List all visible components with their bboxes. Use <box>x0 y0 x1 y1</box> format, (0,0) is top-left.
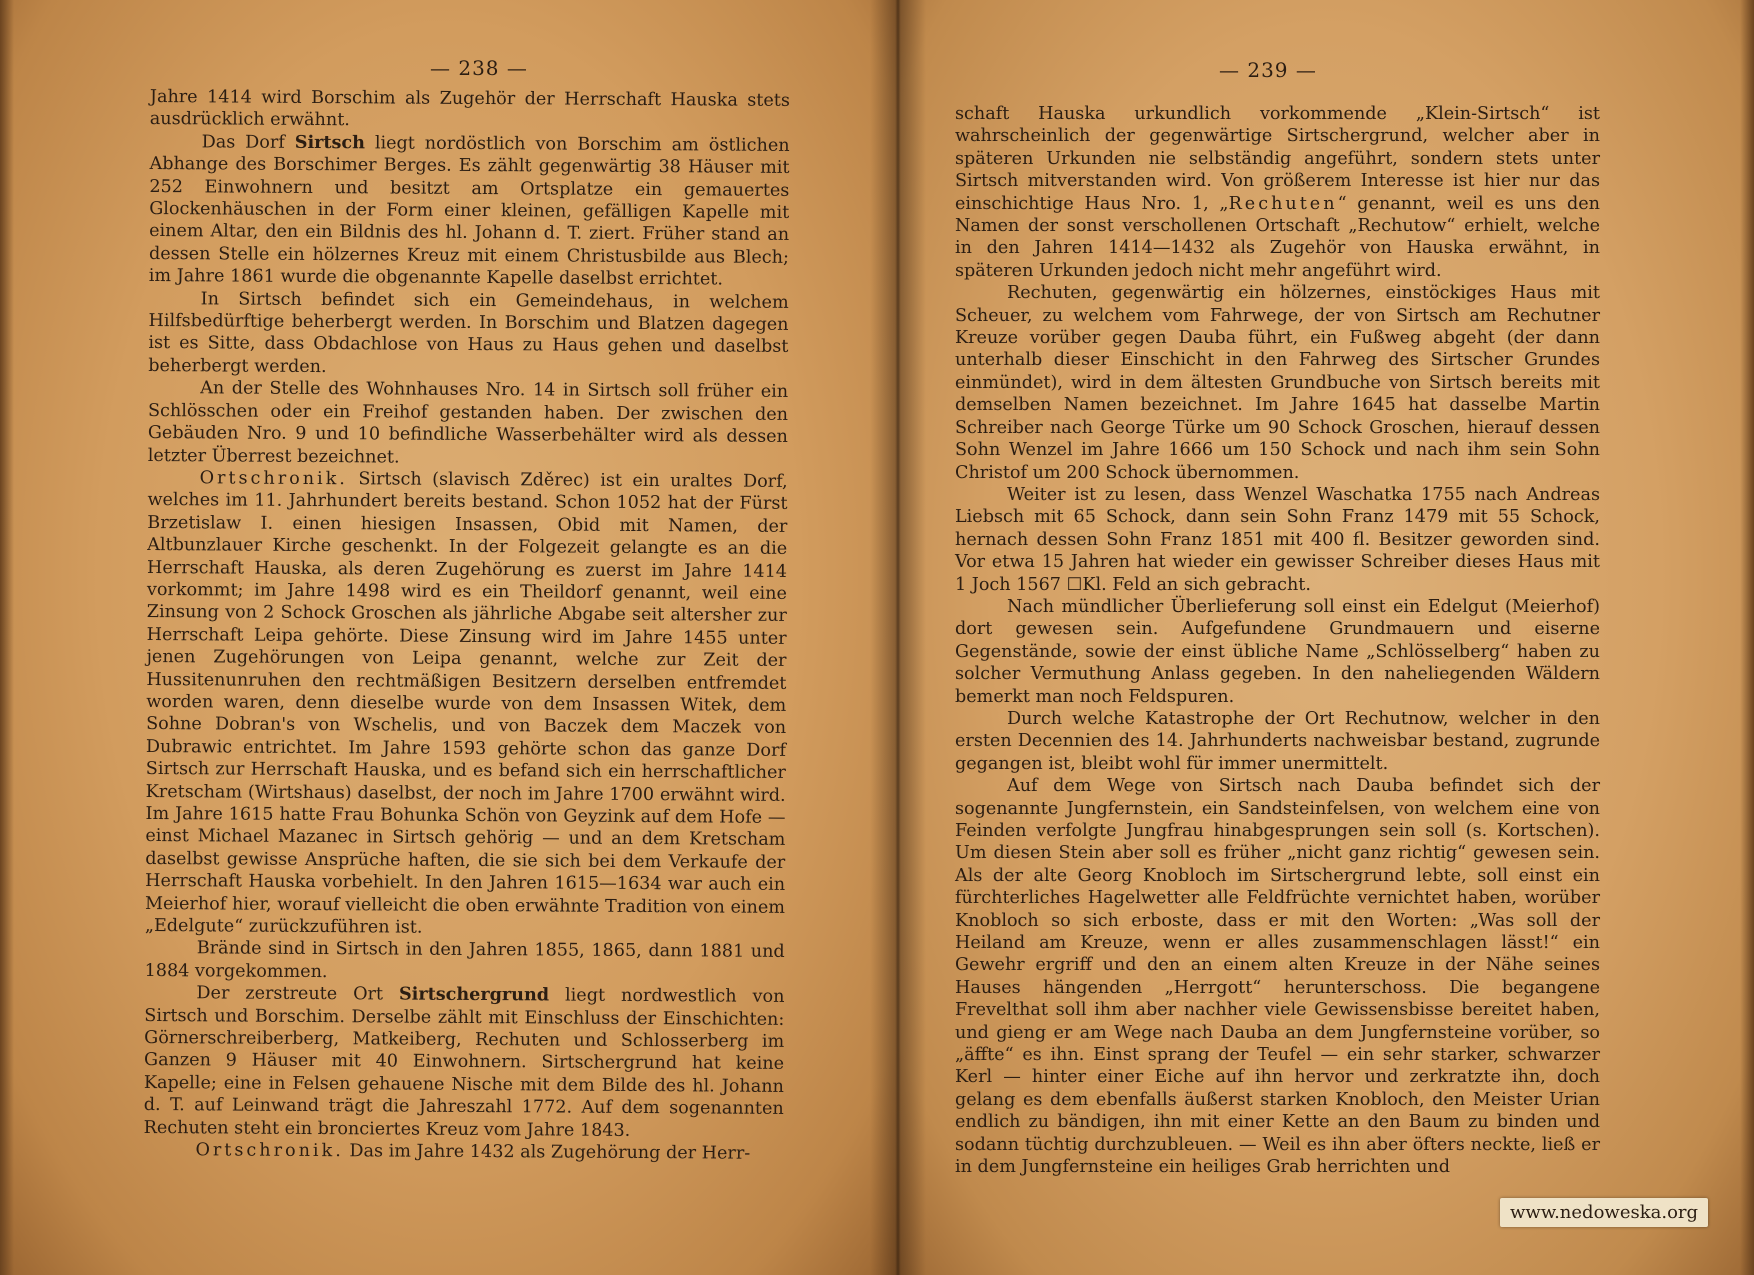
paragraph: Weiter ist zu lesen, dass Wenzel Waschatka 1755 nach Andreas Liebsch mit 65 Schock, dann sein Sohn Franz 1479 mit 55 Schock, hernach dessen Sohn Franz 1851 mit 400 fl. Besitzer geworden sind. Vor etwa 15 Jahren hat wieder ein gewisser Schreiber dieses Haus mit 1 Joch 1567 ☐Kl. Feld an sich gebracht. <box>955 484 1600 595</box>
paragraph: Ortschronik. Sirtsch (slavisch Zděrec) ist ein uraltes Dorf, welches im 11. Jahrhundert bereits bestand. Schon 1052 hat der Fürst Brzetislaw I. einen hiesigen Insassen, Obid mit Namen, der Altbunzlauer Kirche geschenkt. In der Folgezeit gelangte es an die Herrschaft Hauska, als deren Zugehörung es zuerst im Jahre 1414 vorkommt; im Jahre 1498 wird es ein Theildorf genannt, weil eine Zinsung von 2 Schock Groschen als jährliche Abgabe seit altersher zur Herrschaft Leipa gehörte. Diese Zinsung wird im Jahre 1455 unter jenen Zugehörungen von Leipa genannt, welche zur Zeit der Hussitenunruhen den rechtmäßigen Besitzern derselben entfremdet worden waren, denn dieselbe wurde von dem Insassen Witek, dem Sohne Dobran's von Wschelis, und von Baczek dem Maczek von Dubrawic entrichtet. Im Jahre 1593 gehörte schon das ganze Dorf Sirtsch zur Herrschaft Hauska, und es befand sich ein herrschaftlicher Kretscham (Wirtshaus) daselbst, der noch im Jahre 1700 erwähnt wird. Im Jahre 1615 hatte Frau Bohunka Schön von Geyzink auf dem Hofe — einst Michael Mazanec in Sirtsch gehörig — und an dem Kretscham daselbst gewisse Ansprüche haften, die sie sich bei dem Verkaufe der Herrschaft Hauska vorbehielt. In den Jahren 1615—1634 war auch ein Meierhof hier, worauf vielleicht die oben erwähnte Tradition von einem „Edelgute“ zurückzuführen ist. <box>144 468 788 938</box>
section-label: Ortschronik. <box>195 1140 344 1162</box>
paragraph: Durch welche Katastrophe der Ort Rechutnow, welcher in den ersten Decennien des 14. Jahrhunderts nachweisbar bestand, zugrunde gegangen ist, bleibt wohl für immer unermittelt. <box>955 708 1600 774</box>
watermark-label: www.nedoweska.org <box>1500 1198 1708 1227</box>
right-page <box>897 0 1754 1275</box>
section-label: Ortschronik. <box>199 468 349 490</box>
paragraph: Rechuten, gegenwärtig ein hölzernes, einstöckiges Haus mit Scheuer, zu welchem vom Fahrwege, der von Sirtsch am Rechutner Kreuze vorüber gegen Dauba führt, ein Fußweg abgeht (der dann unterhalb dieser Einschicht in den Fahrweg des Sirtscher Grundes einmündet), wird in dem ältesten Grundbuche von Sirtsch bereits mit demselben Namen bezeichnet. Im Jahre 1645 hat dasselbe Martin Schreiber nach George Türke um 90 Schock Groschen, hierauf dessen Sohn Wenzel im Jahre 1666 um 150 Schock und nach ihm sein Sohn Christof um 200 Schock übernommen. <box>955 283 1600 483</box>
page-number: — 238 — <box>430 56 528 80</box>
paragraph: Jahre 1414 wird Borschim als Zugehör der Herrschaft Hauska stets ausdrücklich erwähnt. <box>149 86 790 131</box>
place-name: Sirtsch <box>294 131 366 154</box>
left-page-text <box>143 86 790 1165</box>
paragraph: In Sirtsch befindet sich ein Gemeindehaus, in welchem Hilfsbedürftige beherbergt werden. In Borschim und Blatzen dagegen ist es Sitte, dass Obdachlose von Haus zu Haus gehen und daselbst beherbergt werden. <box>148 288 789 377</box>
paragraph: Brände sind in Sirtsch in den Jahren 1855, 1865, dann 1881 und 1884 vorgekommen. <box>144 938 785 982</box>
place-name: Rechuten <box>1228 193 1338 214</box>
paragraph: An der Stelle des Wohnhauses Nro. 14 in Sirtsch soll früher ein Schlösschen oder ein Freihof gestanden haben. Der zwischen den Gebäuden Nro. 9 und 10 befindliche Wasserbehälter wird als dessen letzter Überrest bezeichnet. <box>147 378 789 468</box>
paragraph: schaft Hauska urkundlich vorkommende „Klein-Sirtsch“ ist wahrscheinlich der gegenwärtige Sirtschergrund, welcher aber in späteren Urkunden nie selbständig angeführt, sondern stets unter Sirtsch mitverstanden wird. Von größerem Interesse ist hier nur das einschichtige Haus Nro. 1, „Rechuten“ genannt, weil es uns den Namen der sonst verschollenen Ortschaft „Rechutow“ erhielt, welche in den Jahren 1414—1432 als Zugehör von Hauska erwähnt, in späteren Urkunden jedoch nicht mehr angeführt wird. <box>955 104 1601 281</box>
paragraph: Nach mündlicher Überlieferung soll einst ein Edelgut (Meierhof) dort gewesen sein. Aufgefundene Grundmauern und eiserne Gegenstände, sowie der einst übliche Name „Schlösselberg“ haben zu solcher Vermuthung Anlass gegeben. In den naheliegenden Wäldern bemerkt man noch Feldspuren. <box>955 596 1600 707</box>
page-edge-shadow <box>1740 0 1754 1275</box>
paragraph: Der zerstreute Ort Sirtschergrund liegt nordwestlich von Sirtsch und Borschim. Derselbe zählt mit Einschluss der Einschichten: Görnerschreiberberg, Matkeiberg, Rechuten und Schlosserberg im Ganzen 9 Häuser mit 40 Einwohnern. Sirtschergrund hat keine Kapelle; eine in Felsen gehauene Nische mit dem Bilde des hl. Johann d. T. auf Leinwand trägt die Jahreszahl 1772. Auf dem sogenannten Rechuten steht ein bronciertes Kreuz vom Jahre 1843. <box>143 983 785 1141</box>
paragraph: Das Dorf Sirtsch liegt nordöstlich von Borschim am östlichen Abhange des Borschimer Berges. Es zählt gegenwärtig 38 Häuser mit 252 Einwohnern und besitzt am Ortsplatze ein gemauertes Glockenhäuschen in der Form einer kleinen, gefälligen Kapelle mit einem Altar, den ein Bildnis des hl. Johann d. T. ziert. Früher stand an dessen Stelle ein hölzernes Kreuz mit einem Christusbilde aus Blech; im Jahre 1861 wurde die obgenannte Kapelle daselbst errichtet. <box>148 131 790 290</box>
paragraph: Auf dem Wege von Sirtsch nach Dauba befindet sich der sogenannte Jungfernstein, ein Sandsteinfelsen, von welchem eine von Feinden verfolgte Jungfrau hinabgesprungen sein soll (s. Kortschen). Um diesen Stein aber soll es früher „nicht ganz richtig“ gewesen sein. Als der alte Georg Knobloch im Sirtschergrund lebte, soll einst ein fürchterliches Hagelwetter alle Feldfrüchte vernichtet haben, worüber Knobloch so sich erboste, dass er mit den Worten: „Was soll der Heiland am Kreuze, wenn er alles zusammenschlagen lässt!“ ein Gewehr ergriff und den an einem alten Kreuze in der Nähe seines Hauses hängenden „Herrgott“ herunterschoss. Die begangene Frevelthat soll ihm aber nachher viele Gewissensbisse bereitet haben, und gieng er am Wege nach Dauba an dem Jungfernsteine vorüber, so „äffte“ es ihn. Einst sprang der Teufel — ein sehr starker, schwarzer Kerl — hinter einer Eiche auf ihn hervor und zerkratzte ihn, doch gelang es dem ebenfalls äußerst starken Knobloch, den Meister Urian endlich zu bändigen, ihn mit einer Kette an den Baum zu binden und sodann tüchtig durchzubleuen. — Weil es ihn aber öfters neckte, ließ er in dem Jungfernsteine ein heiliges Grab herrichten und <box>955 776 1600 1178</box>
page-edge-shadow <box>0 0 14 1275</box>
paragraph: Ortschronik. Das im Jahre 1432 als Zugehörung der Herr- <box>195 1140 751 1164</box>
page-number: — 239 — <box>1219 58 1317 82</box>
book-gutter <box>870 0 926 1275</box>
place-name: Sirtschergrund <box>398 983 550 1006</box>
right-page-text <box>955 103 1600 1179</box>
